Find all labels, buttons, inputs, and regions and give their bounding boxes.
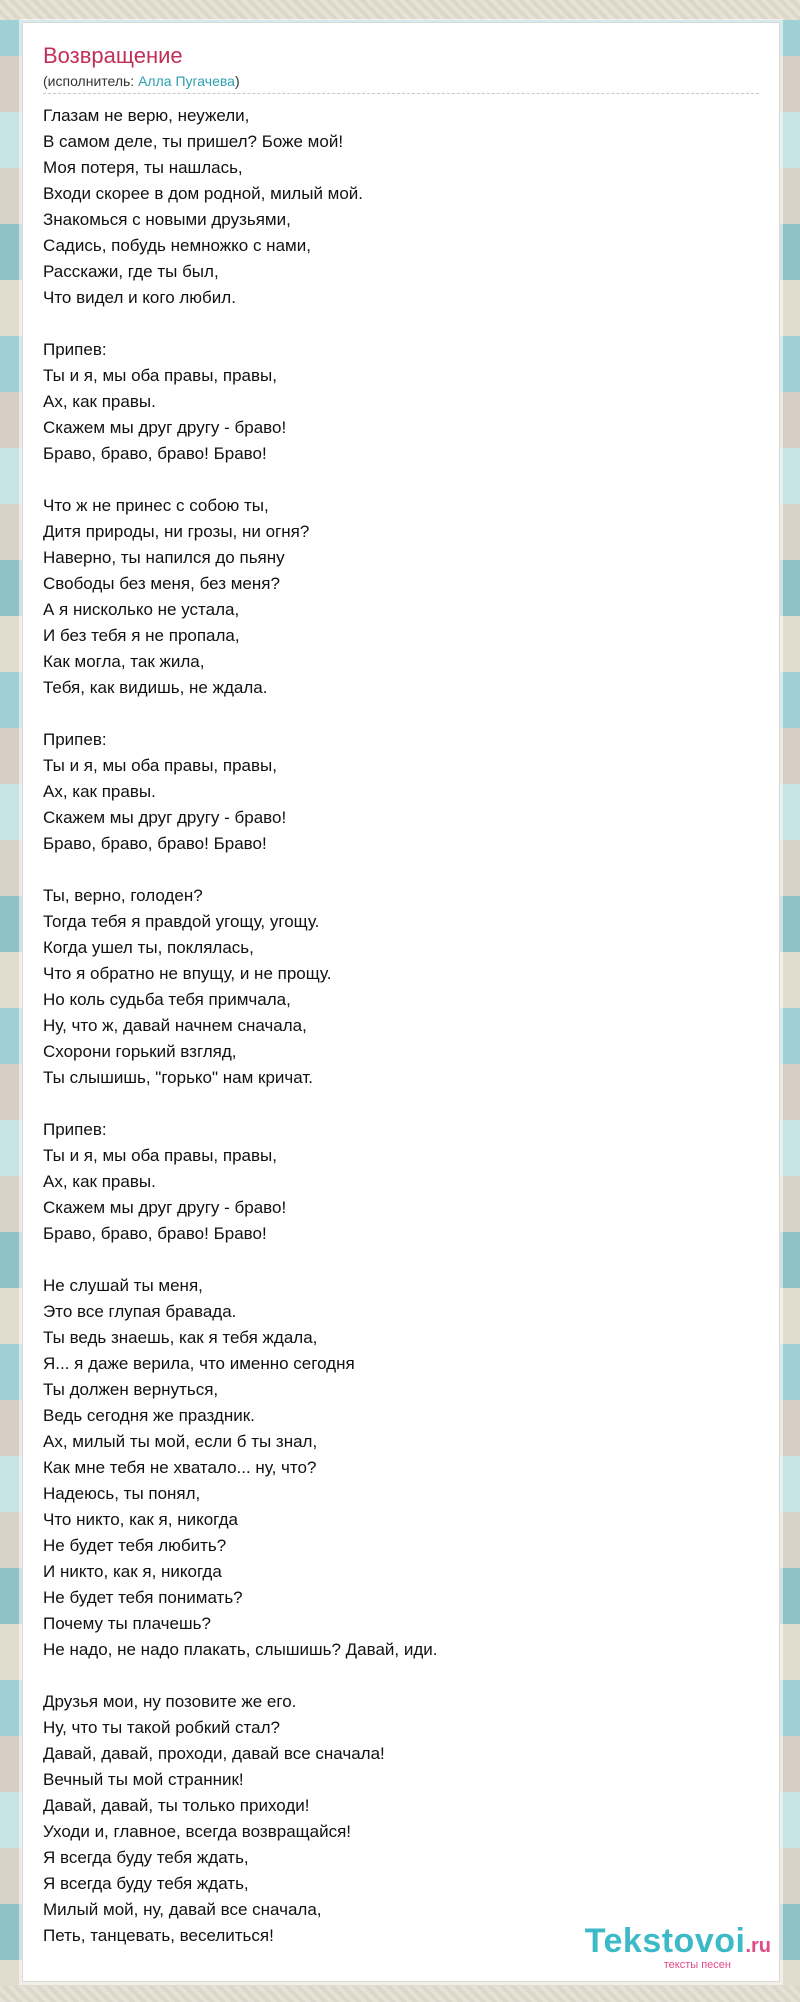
site-logo[interactable] bbox=[585, 1924, 771, 1971]
lyrics-card bbox=[22, 22, 780, 1982]
logo-tld-text: .ru bbox=[745, 1935, 771, 1957]
artist-prefix: (исполнитель: bbox=[43, 73, 139, 89]
bottom-decorative-strip bbox=[0, 1986, 800, 2002]
top-decorative-strip bbox=[0, 0, 800, 20]
song-title: Возвращение bbox=[43, 43, 183, 68]
header-separator bbox=[43, 93, 759, 94]
artist-line bbox=[43, 73, 240, 89]
logo-tagline: тексты песен bbox=[663, 1959, 731, 1971]
logo-main-text: Tekstovoi bbox=[584, 1922, 746, 1960]
artist-link[interactable]: Алла Пугачева bbox=[138, 73, 235, 89]
lyrics-text: Глазам не верю, неужели, В самом деле, ты пришел? Боже мой! Моя потеря, ты нашлась, Входи скорее в дом родной, милый мой. Знакомься с новыми друзьями, Садись, побудь немножко с нами, Расскажи, где ты был, Что видел и кого любил. Припев: Ты и я, мы оба правы, правы, Ах, как правы. Скажем мы друг другу - браво! Браво, браво, браво! Браво! Что ж не принес с собою ты, Дитя природы, ни грозы, ни огня? Наверно, ты напился до пьяну Свободы без меня, без меня? А я нисколько не устала, И без тебя я не пропала, Как могла, так жила, Тебя, как видишь, не ждала. Припев: Ты и я, мы оба правы, правы, Ах, как правы. Скажем мы друг другу - браво! Браво, браво, браво! Браво! Ты, верно, голоден? Тогда тебя я правдой угощу, угощу. Когда ушел ты, поклялась, Что я обратно не впущу, и не прощу. Но коль судьба тебя примчала, Ну, что ж, давай начнем сначала, Схорони горький взгляд, Ты слышишь, "горько" нам кричат. Припев: Ты и я, мы оба правы, правы, Ах, как правы. Скажем мы друг другу - браво! Браво, браво, браво! Браво! Не слушай ты меня, Это все глупая бравада. Ты ведь знаешь, как я тебя ждала, Я... я даже верила, что именно сегодня Ты должен вернуться, Ведь сегодня же праздник. Ах, милый ты мой, если б ты знал, Как мне тебя не хватало... ну, что? Надеюсь, ты понял, Что никто, как я, никогда Не будет тебя любить? И никто, как я, никогда Не будет тебя понимать? Почему ты плачешь? Не надо, не надо плакать, слышишь? Давай, иди. Друзья мои, ну позовите же его. Ну, что ты такой робкий стал? Давай, давай, проходи, давай все сначала! Вечный ты мой странник! Давай, давай, ты только приходи! Уходи и, главное, всегда возвращайся! Я всегда буду тебя ждать, Я всегда буду тебя ждать, Милый мой, ну, давай все сначала, Петь, танцевать, веселиться! bbox=[43, 106, 438, 1945]
artist-suffix: ) bbox=[234, 73, 240, 89]
